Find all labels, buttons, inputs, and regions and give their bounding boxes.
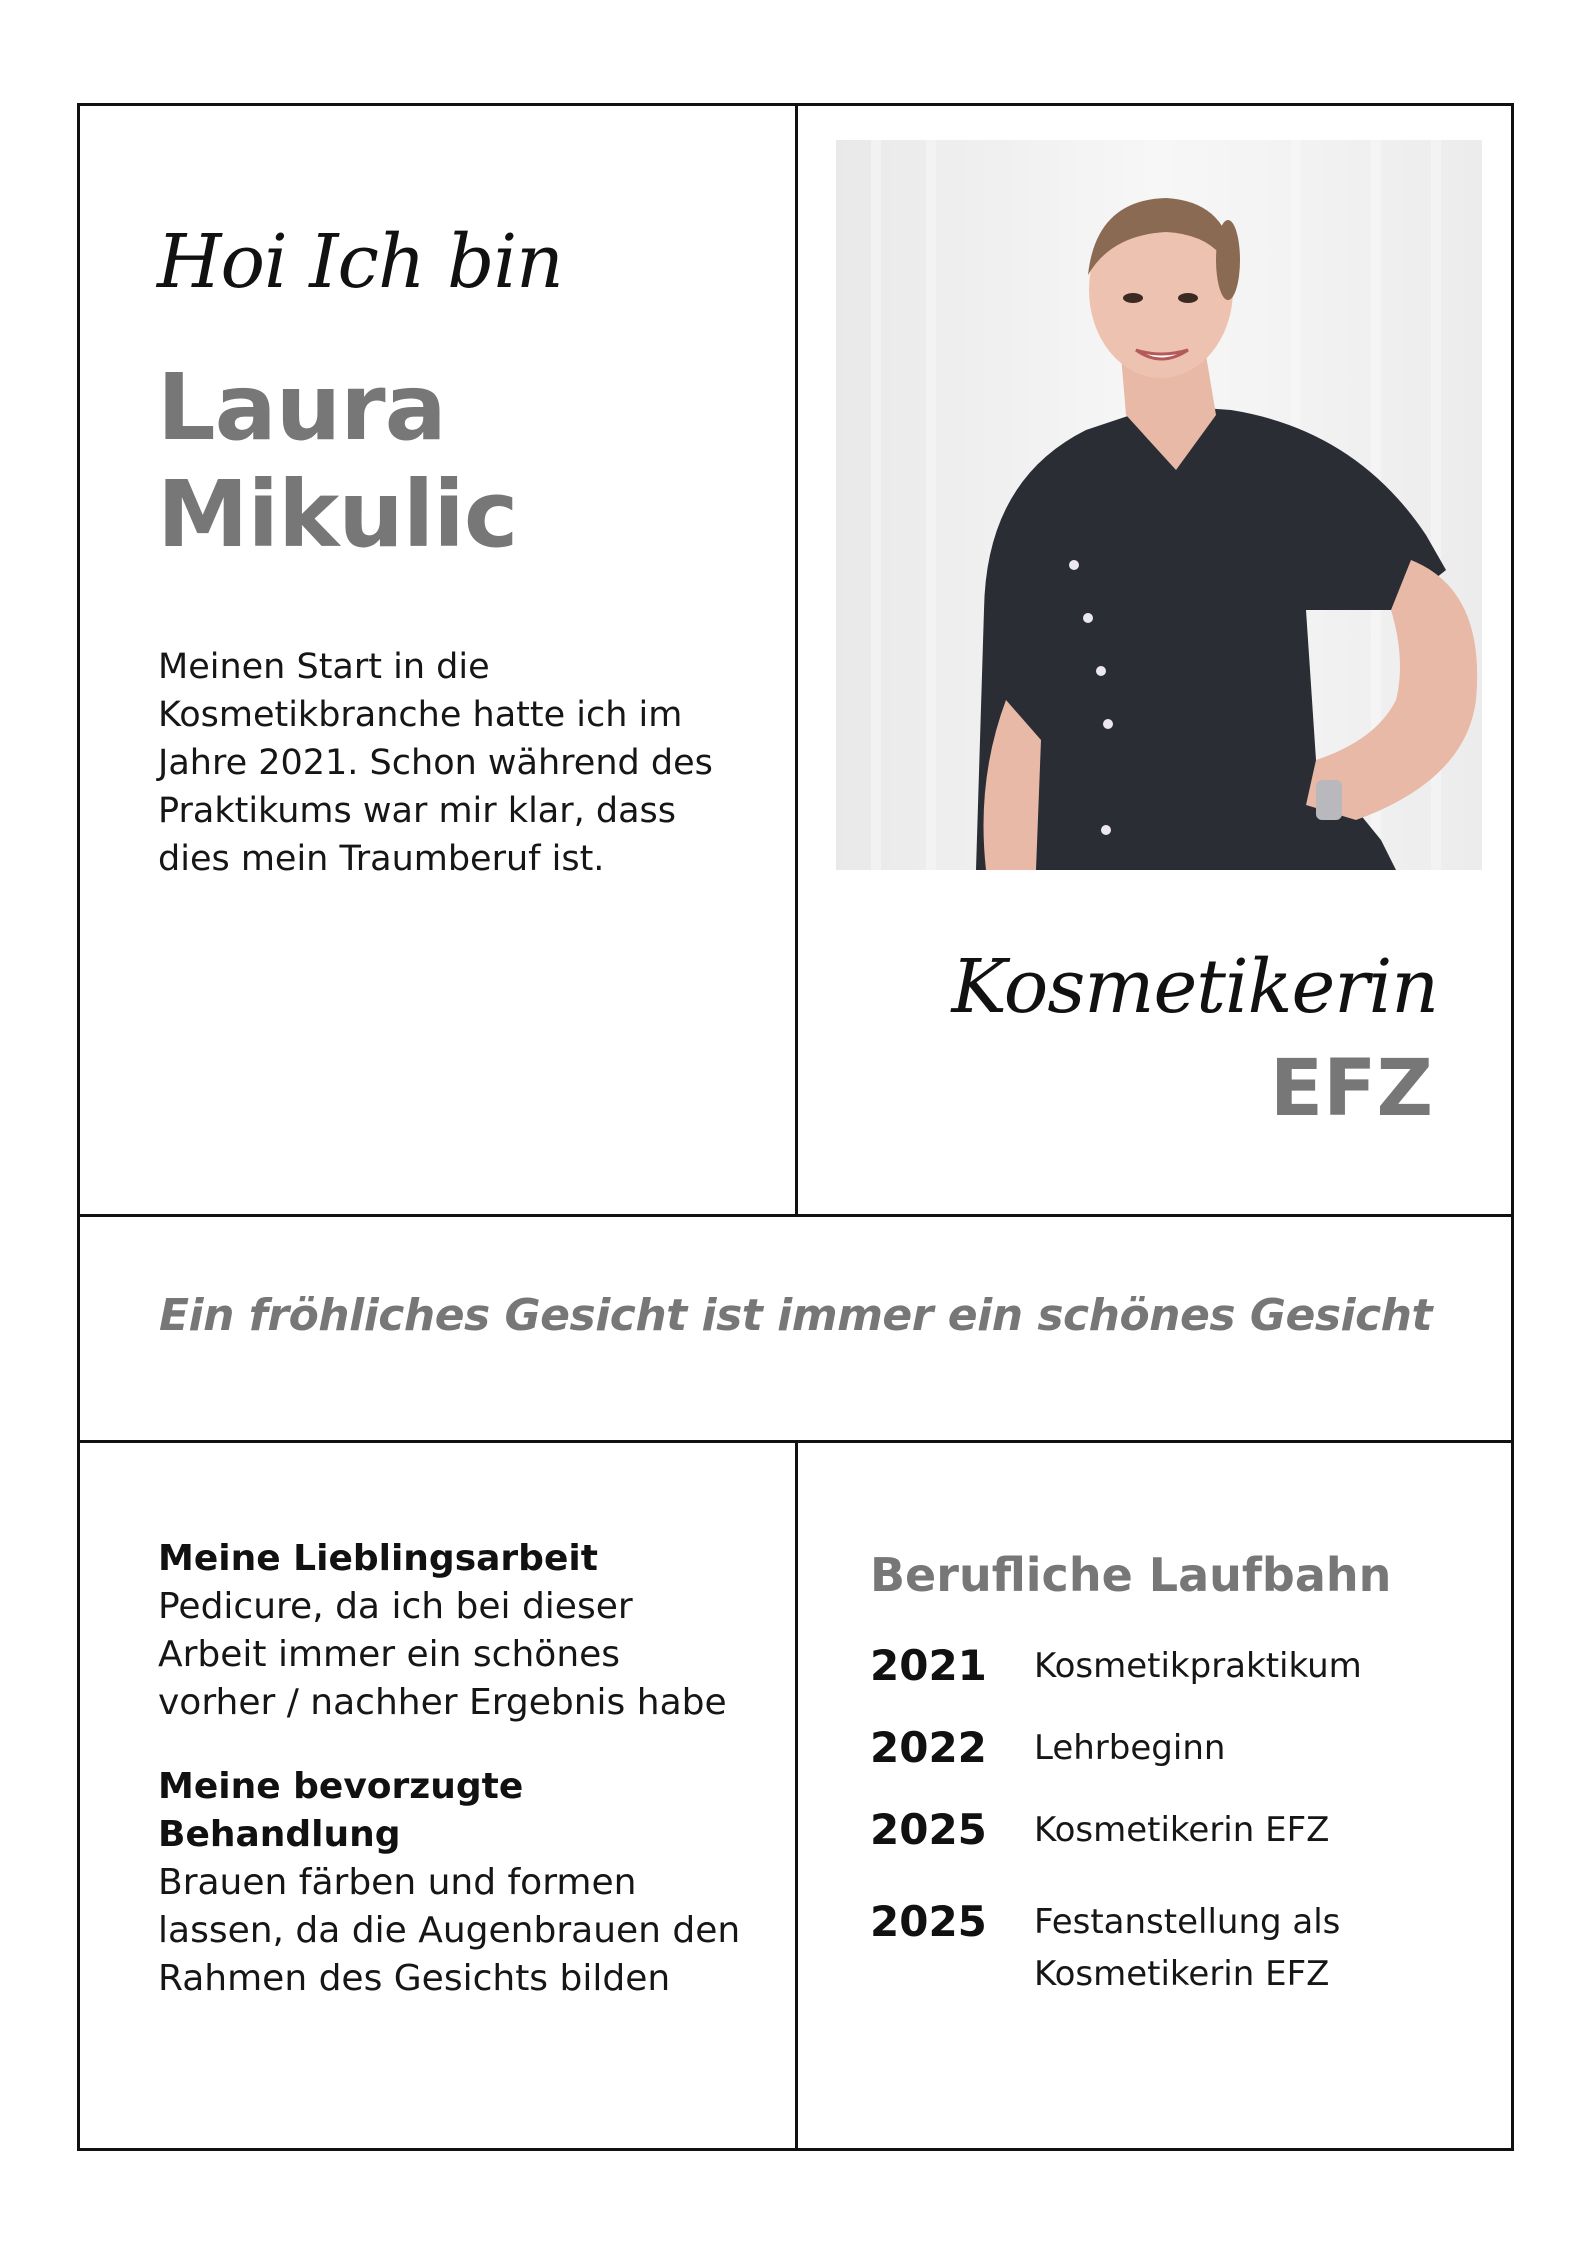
career-entry	[870, 1804, 1470, 1856]
career-title: Berufliche Laufbahn	[870, 1548, 1392, 1602]
greeting: Hoi Ich bin	[157, 219, 563, 305]
role-title-bold: EFZ	[1269, 1044, 1433, 1134]
quote-top-divider	[77, 1214, 1514, 1217]
favorite-treatment-heading: Meine bevorzugte Behandlung	[158, 1766, 524, 1855]
last-name: Mikulic	[157, 460, 518, 568]
role-title-script: Kosmetikerin	[951, 944, 1438, 1030]
career-year: 2021	[870, 1641, 987, 1690]
favorite-work-heading: Meine Lieblingsarbeit	[158, 1538, 598, 1579]
career-description: Kosmetikerin EFZ	[1034, 1810, 1330, 1850]
career-entry	[870, 1896, 1470, 2000]
career-timeline	[870, 1640, 1470, 2000]
career-year: 2025	[870, 1805, 987, 1854]
favorite-work-text: Pedicure, da ich bei dieser Arbeit immer ein schönes vorher / nachher Ergebnis habe	[158, 1586, 727, 1723]
career-entry	[870, 1640, 1470, 1692]
favorite-work	[158, 1535, 748, 1727]
favorite-treatment	[158, 1763, 748, 2003]
career-description: Kosmetikpraktikum	[1034, 1646, 1362, 1686]
bottom-divider-vertical	[795, 1440, 798, 2151]
portrait-photo	[836, 140, 1482, 870]
career-description: Festanstellung als Kosmetikerin EFZ	[1034, 1902, 1341, 1994]
intro-text: Meinen Start in die Kosmetikbranche hatte ich im Jahre 2021. Schon während des Praktikums war mir klar, dass dies mein Traumberuf ist.	[158, 647, 713, 879]
career-year: 2022	[870, 1723, 987, 1772]
portrait-illustration	[836, 140, 1482, 870]
first-name: Laura	[157, 354, 446, 461]
favorites-section	[158, 1535, 748, 2039]
top-divider-vertical	[795, 103, 798, 1217]
quote: Ein fröhliches Gesicht ist immer ein schönes Gesicht	[158, 1290, 1433, 1341]
career-year: 2025	[870, 1897, 987, 1946]
favorite-treatment-text: Brauen färben und formen lassen, da die Augenbrauen den Rahmen des Gesichts bilden	[158, 1862, 741, 1999]
person-name	[157, 355, 517, 568]
career-entry	[870, 1722, 1470, 1774]
career-description: Lehrbeginn	[1034, 1728, 1226, 1768]
